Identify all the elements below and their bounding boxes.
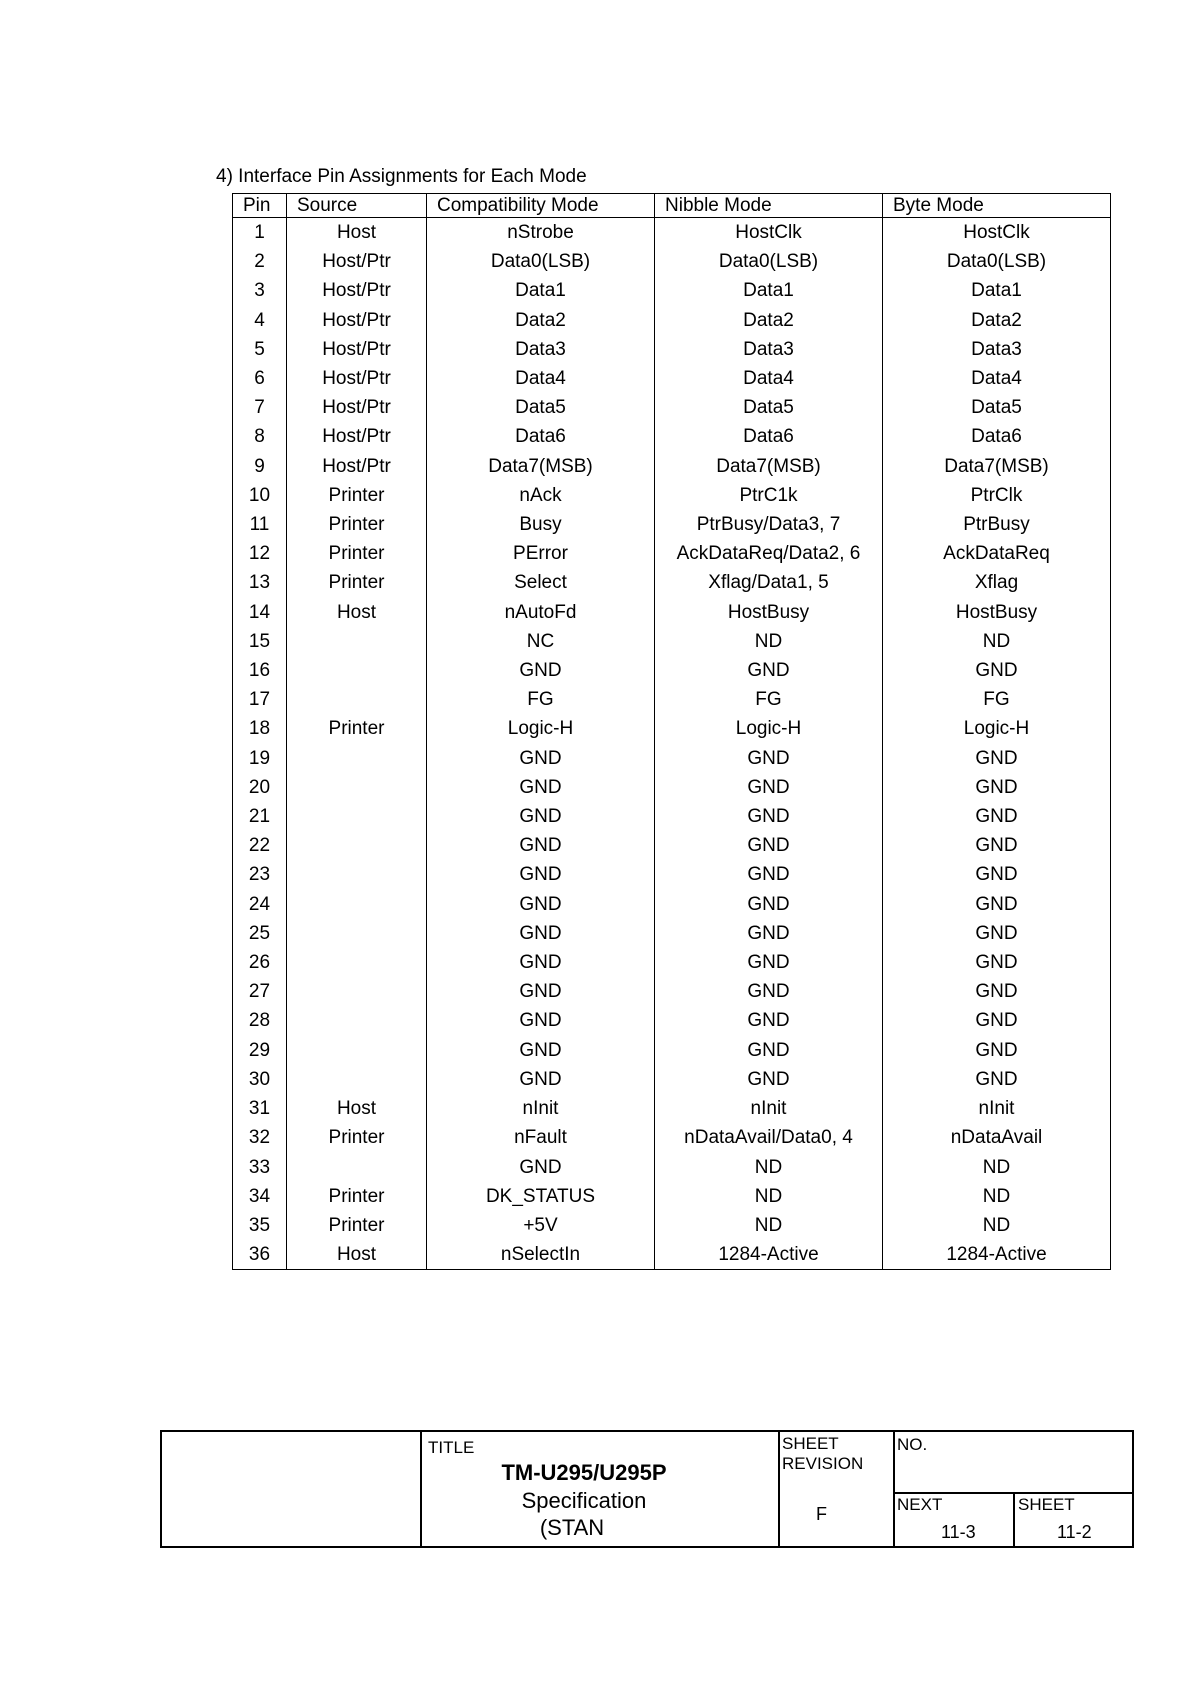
sheet-value: 11-2 [1057, 1522, 1092, 1542]
table-row [233, 1036, 1111, 1065]
cell-source: Printer [287, 1211, 427, 1240]
cell-source: Printer [287, 481, 427, 510]
cell-source: Host/Ptr [287, 393, 427, 422]
cell-byte-mode: Data3 [883, 335, 1111, 364]
table-row [233, 510, 1111, 539]
cell-byte-mode: GND [883, 1006, 1111, 1035]
cell-byte-mode: ND [883, 1211, 1111, 1240]
cell-pin: 2 [233, 247, 287, 276]
cell-pin: 17 [233, 685, 287, 714]
cell-byte-mode: Data0(LSB) [883, 247, 1111, 276]
cell-byte-mode: GND [883, 948, 1111, 977]
table-row [233, 568, 1111, 597]
no-label: NO. [897, 1435, 928, 1454]
cell-pin: 9 [233, 452, 287, 481]
cell-compatibility-mode: GND [427, 744, 655, 773]
cell-compatibility-mode: nAck [427, 481, 655, 510]
cell-nibble-mode: Data6 [655, 422, 883, 451]
next-label: NEXT [897, 1495, 943, 1514]
cell-byte-mode: GND [883, 802, 1111, 831]
cell-source: Host/Ptr [287, 335, 427, 364]
cell-compatibility-mode: GND [427, 773, 655, 802]
cell-nibble-mode: AckDataReq/Data2, 6 [655, 539, 883, 568]
cell-source: Host/Ptr [287, 452, 427, 481]
cell-compatibility-mode: nFault [427, 1123, 655, 1152]
cell-source: Host/Ptr [287, 422, 427, 451]
table-row [233, 831, 1111, 860]
cell-pin: 21 [233, 802, 287, 831]
cell-nibble-mode: Data5 [655, 393, 883, 422]
table-row [233, 744, 1111, 773]
cell-compatibility-mode: Busy [427, 510, 655, 539]
cell-byte-mode: PtrBusy [883, 510, 1111, 539]
cell-source: Printer [287, 539, 427, 568]
table-row [233, 860, 1111, 889]
cell-source [287, 1065, 427, 1094]
cell-compatibility-mode: Data1 [427, 276, 655, 305]
cell-pin: 22 [233, 831, 287, 860]
cell-compatibility-mode: GND [427, 1153, 655, 1182]
cell-compatibility-mode: GND [427, 890, 655, 919]
cell-pin: 27 [233, 977, 287, 1006]
table-row [233, 393, 1111, 422]
cell-pin: 13 [233, 568, 287, 597]
cell-pin: 14 [233, 598, 287, 627]
header-compatibility-mode: Compatibility Mode [427, 194, 655, 218]
cell-compatibility-mode: nAutoFd [427, 598, 655, 627]
header-source: Source [287, 194, 427, 218]
cell-pin: 31 [233, 1094, 287, 1123]
cell-byte-mode: GND [883, 860, 1111, 889]
table-row [233, 1153, 1111, 1182]
cell-byte-mode: Data6 [883, 422, 1111, 451]
cell-source [287, 656, 427, 685]
cell-compatibility-mode: Data6 [427, 422, 655, 451]
table-row [233, 276, 1111, 305]
cell-byte-mode: Data7(MSB) [883, 452, 1111, 481]
cell-source [287, 977, 427, 1006]
cell-byte-mode: AckDataReq [883, 539, 1111, 568]
cell-compatibility-mode: +5V [427, 1211, 655, 1240]
table-row [233, 452, 1111, 481]
cell-compatibility-mode: GND [427, 977, 655, 1006]
table-row [233, 598, 1111, 627]
cell-pin: 28 [233, 1006, 287, 1035]
sheet-revision-label-2: REVISION [782, 1454, 864, 1473]
table-row [233, 481, 1111, 510]
cell-pin: 20 [233, 773, 287, 802]
cell-nibble-mode: Data3 [655, 335, 883, 364]
cell-source [287, 1153, 427, 1182]
cell-source: Printer [287, 1123, 427, 1152]
cell-byte-mode: 1284-Active [883, 1240, 1111, 1270]
cell-nibble-mode: PtrBusy/Data3, 7 [655, 510, 883, 539]
cell-byte-mode: nDataAvail [883, 1123, 1111, 1152]
cell-compatibility-mode: GND [427, 831, 655, 860]
cell-source [287, 919, 427, 948]
title-block [160, 1430, 1134, 1548]
cell-source [287, 773, 427, 802]
cell-byte-mode: ND [883, 1182, 1111, 1211]
cell-source: Printer [287, 510, 427, 539]
table-row [233, 247, 1111, 276]
cell-nibble-mode: GND [655, 948, 883, 977]
cell-nibble-mode: GND [655, 773, 883, 802]
document-subtitle-2: (STAN [539, 1515, 605, 1540]
cell-source [287, 948, 427, 977]
cell-source [287, 802, 427, 831]
sheet-revision-label-1: SHEET [782, 1434, 839, 1453]
cell-pin: 30 [233, 1065, 287, 1094]
cell-nibble-mode: GND [655, 860, 883, 889]
cell-byte-mode: GND [883, 656, 1111, 685]
cell-nibble-mode: GND [655, 1036, 883, 1065]
table-header-row [233, 194, 1111, 218]
sheet-label: SHEET [1018, 1495, 1075, 1514]
cell-source: Printer [287, 1182, 427, 1211]
cell-nibble-mode: GND [655, 1006, 883, 1035]
table-row [233, 1211, 1111, 1240]
pin-assignment-table [232, 193, 1111, 1270]
cell-byte-mode: GND [883, 831, 1111, 860]
cell-nibble-mode: PtrC1k [655, 481, 883, 510]
cell-byte-mode: HostClk [883, 218, 1111, 248]
cell-nibble-mode: ND [655, 627, 883, 656]
table-row [233, 422, 1111, 451]
cell-compatibility-mode: GND [427, 1065, 655, 1094]
table-row [233, 802, 1111, 831]
cell-nibble-mode: HostBusy [655, 598, 883, 627]
cell-pin: 15 [233, 627, 287, 656]
cell-byte-mode: ND [883, 627, 1111, 656]
cell-pin: 26 [233, 948, 287, 977]
cell-source: Host [287, 1240, 427, 1270]
cell-pin: 10 [233, 481, 287, 510]
title-label: TITLE [428, 1438, 475, 1457]
cell-byte-mode: Logic-H [883, 714, 1111, 743]
cell-compatibility-mode: Select [427, 568, 655, 597]
table-row [233, 627, 1111, 656]
cell-byte-mode: Data5 [883, 393, 1111, 422]
table-body [233, 218, 1111, 1270]
cell-source: Host/Ptr [287, 276, 427, 305]
cell-compatibility-mode: GND [427, 860, 655, 889]
header-pin: Pin [233, 194, 287, 218]
cell-pin: 1 [233, 218, 287, 248]
table-row [233, 1065, 1111, 1094]
cell-source: Host/Ptr [287, 247, 427, 276]
cell-byte-mode: HostBusy [883, 598, 1111, 627]
cell-byte-mode: FG [883, 685, 1111, 714]
cell-nibble-mode: GND [655, 802, 883, 831]
revision-value: F [816, 1504, 827, 1524]
cell-source [287, 627, 427, 656]
table-row [233, 714, 1111, 743]
cell-nibble-mode: FG [655, 685, 883, 714]
cell-source [287, 890, 427, 919]
cell-source [287, 1006, 427, 1035]
cell-compatibility-mode: nSelectIn [427, 1240, 655, 1270]
cell-nibble-mode: Data4 [655, 364, 883, 393]
cell-compatibility-mode: Logic-H [427, 714, 655, 743]
cell-nibble-mode: ND [655, 1153, 883, 1182]
header-byte-mode: Byte Mode [883, 194, 1111, 218]
cell-source: Host/Ptr [287, 306, 427, 335]
cell-compatibility-mode: GND [427, 919, 655, 948]
cell-source [287, 831, 427, 860]
cell-compatibility-mode: DK_STATUS [427, 1182, 655, 1211]
cell-compatibility-mode: GND [427, 1036, 655, 1065]
cell-source [287, 685, 427, 714]
cell-pin: 23 [233, 860, 287, 889]
cell-pin: 4 [233, 306, 287, 335]
cell-byte-mode: Data2 [883, 306, 1111, 335]
cell-nibble-mode: ND [655, 1211, 883, 1240]
cell-nibble-mode: GND [655, 977, 883, 1006]
cell-byte-mode: GND [883, 1065, 1111, 1094]
table-row [233, 948, 1111, 977]
cell-source: Host [287, 1094, 427, 1123]
cell-source: Printer [287, 714, 427, 743]
cell-pin: 19 [233, 744, 287, 773]
cell-byte-mode: GND [883, 977, 1111, 1006]
cell-pin: 25 [233, 919, 287, 948]
cell-pin: 5 [233, 335, 287, 364]
cell-nibble-mode: Data1 [655, 276, 883, 305]
cell-compatibility-mode: nStrobe [427, 218, 655, 248]
cell-nibble-mode: GND [655, 1065, 883, 1094]
next-value: 11-3 [941, 1522, 976, 1542]
cell-nibble-mode: GND [655, 744, 883, 773]
table-row [233, 1182, 1111, 1211]
cell-compatibility-mode: NC [427, 627, 655, 656]
cell-pin: 29 [233, 1036, 287, 1065]
table-row [233, 656, 1111, 685]
cell-pin: 6 [233, 364, 287, 393]
cell-pin: 7 [233, 393, 287, 422]
cell-byte-mode: Data1 [883, 276, 1111, 305]
table-row [233, 685, 1111, 714]
cell-nibble-mode: GND [655, 890, 883, 919]
table-row [233, 539, 1111, 568]
table-row [233, 218, 1111, 248]
table-row [233, 977, 1111, 1006]
cell-pin: 3 [233, 276, 287, 305]
table-row [233, 306, 1111, 335]
cell-pin: 36 [233, 1240, 287, 1270]
table-row [233, 890, 1111, 919]
cell-pin: 33 [233, 1153, 287, 1182]
cell-byte-mode: GND [883, 1036, 1111, 1065]
cell-nibble-mode: Logic-H [655, 714, 883, 743]
cell-nibble-mode: Xflag/Data1, 5 [655, 568, 883, 597]
cell-compatibility-mode: GND [427, 948, 655, 977]
cell-source: Host [287, 598, 427, 627]
cell-nibble-mode: 1284-Active [655, 1240, 883, 1270]
cell-source: Printer [287, 568, 427, 597]
table-row [233, 1006, 1111, 1035]
cell-pin: 34 [233, 1182, 287, 1211]
cell-byte-mode: GND [883, 890, 1111, 919]
cell-source [287, 860, 427, 889]
cell-byte-mode: GND [883, 744, 1111, 773]
cell-source [287, 744, 427, 773]
cell-pin: 35 [233, 1211, 287, 1240]
table-row [233, 1123, 1111, 1152]
cell-nibble-mode: Data2 [655, 306, 883, 335]
cell-pin: 24 [233, 890, 287, 919]
table-row [233, 1094, 1111, 1123]
cell-pin: 18 [233, 714, 287, 743]
cell-nibble-mode: HostClk [655, 218, 883, 248]
section-heading: 4) Interface Pin Assignments for Each Mode [216, 166, 587, 187]
table-row [233, 773, 1111, 802]
header-nibble-mode: Nibble Mode [655, 194, 883, 218]
cell-byte-mode: GND [883, 773, 1111, 802]
cell-nibble-mode: ND [655, 1182, 883, 1211]
cell-compatibility-mode: GND [427, 656, 655, 685]
cell-compatibility-mode: FG [427, 685, 655, 714]
cell-compatibility-mode: GND [427, 802, 655, 831]
cell-compatibility-mode: Data0(LSB) [427, 247, 655, 276]
cell-source: Host [287, 218, 427, 248]
cell-pin: 32 [233, 1123, 287, 1152]
cell-compatibility-mode: Data4 [427, 364, 655, 393]
document-subtitle: Specification [521, 1488, 647, 1513]
cell-pin: 12 [233, 539, 287, 568]
cell-compatibility-mode: Data2 [427, 306, 655, 335]
cell-nibble-mode: Data0(LSB) [655, 247, 883, 276]
cell-nibble-mode: GND [655, 656, 883, 685]
table-row [233, 1240, 1111, 1270]
cell-compatibility-mode: nInit [427, 1094, 655, 1123]
cell-compatibility-mode: Data3 [427, 335, 655, 364]
cell-compatibility-mode: PError [427, 539, 655, 568]
cell-nibble-mode: nDataAvail/Data0, 4 [655, 1123, 883, 1152]
cell-pin: 11 [233, 510, 287, 539]
cell-source [287, 1036, 427, 1065]
table-row [233, 335, 1111, 364]
table-row [233, 364, 1111, 393]
cell-nibble-mode: GND [655, 831, 883, 860]
document-title: TM-U295/U295P [501, 1460, 667, 1485]
cell-source: Host/Ptr [287, 364, 427, 393]
cell-byte-mode: GND [883, 919, 1111, 948]
cell-pin: 16 [233, 656, 287, 685]
cell-byte-mode: Xflag [883, 568, 1111, 597]
cell-pin: 8 [233, 422, 287, 451]
cell-nibble-mode: GND [655, 919, 883, 948]
cell-byte-mode: Data4 [883, 364, 1111, 393]
cell-nibble-mode: nInit [655, 1094, 883, 1123]
cell-nibble-mode: Data7(MSB) [655, 452, 883, 481]
table-row [233, 919, 1111, 948]
cell-compatibility-mode: Data7(MSB) [427, 452, 655, 481]
cell-byte-mode: nInit [883, 1094, 1111, 1123]
cell-byte-mode: ND [883, 1153, 1111, 1182]
cell-byte-mode: PtrClk [883, 481, 1111, 510]
cell-compatibility-mode: GND [427, 1006, 655, 1035]
cell-compatibility-mode: Data5 [427, 393, 655, 422]
